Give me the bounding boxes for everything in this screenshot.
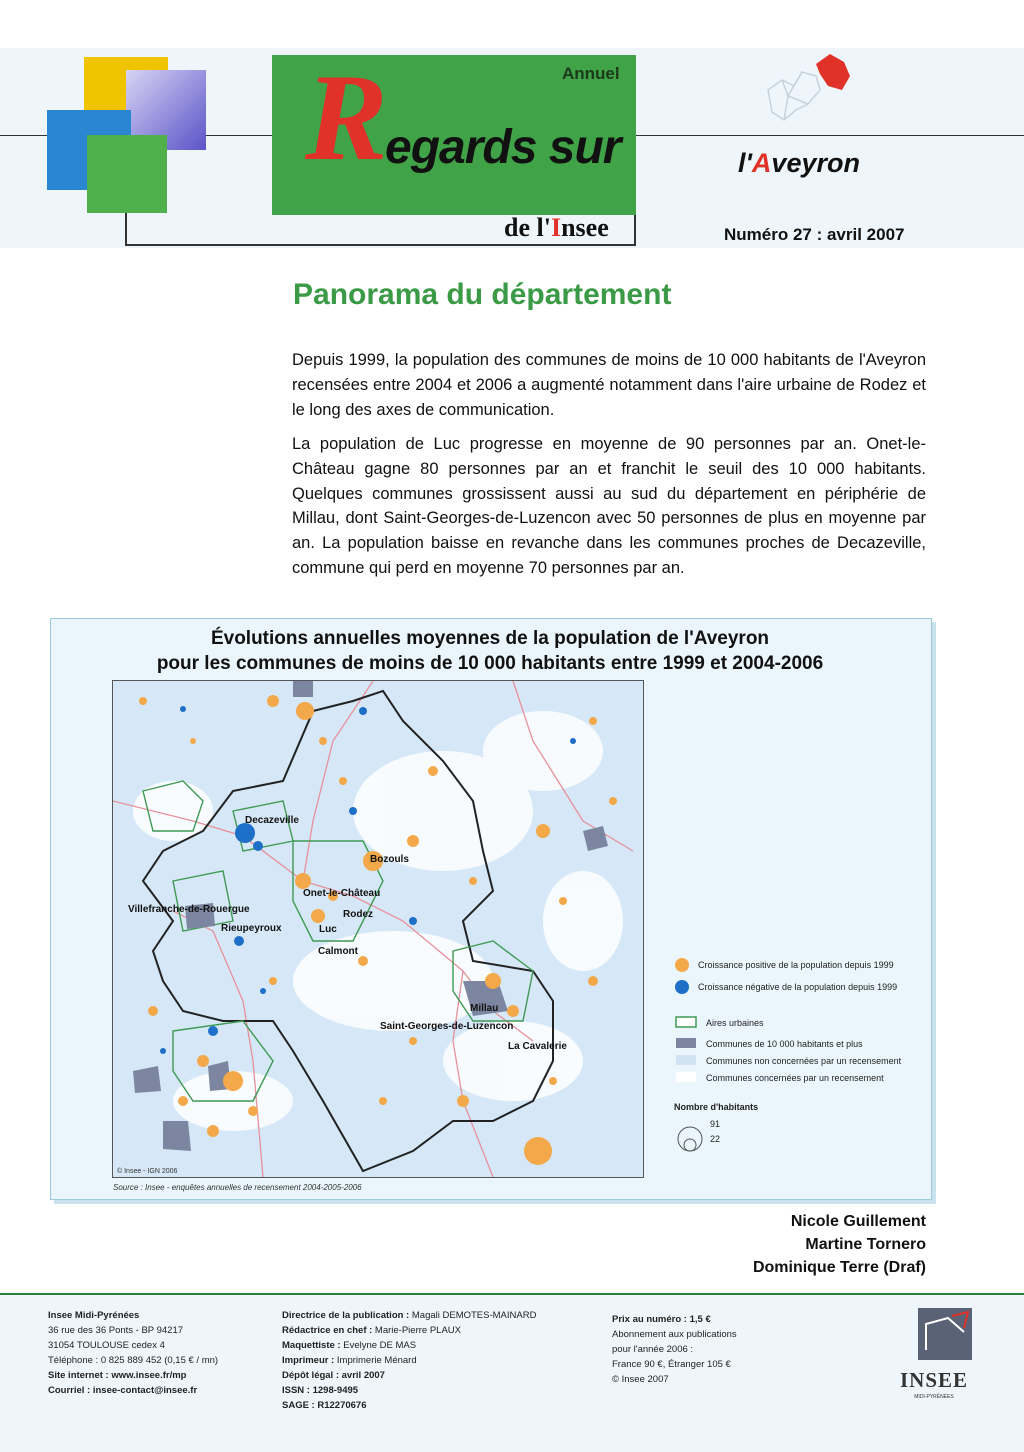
footer-label: Prix au numéro : 1,5 € [612, 1314, 711, 1325]
footer-line [612, 1312, 812, 1327]
department-prefix: l' [738, 148, 752, 178]
logo-square-green [87, 135, 167, 213]
footer-line [612, 1357, 812, 1372]
author: Martine Tornero [805, 1236, 926, 1253]
place-label: Luc [319, 924, 337, 935]
author: Nicole Guillement [790, 1213, 926, 1230]
place-label: Onet-le-Château [303, 888, 381, 899]
legend-big-commune: Communes de 10 000 habitants et plus [706, 1039, 863, 1049]
footer-value: Abonnement aux publications [612, 1329, 737, 1340]
footer-line [48, 1308, 268, 1323]
legend-positive-swatch [675, 958, 689, 972]
map-legend [672, 955, 932, 1155]
footer-label: Rédactrice en chef : [282, 1325, 375, 1336]
legend-urban: Aires urbaines [706, 1018, 764, 1028]
map-source: Source : Insee - enquêtes annuelles de recensement 2004-2005-2006 [113, 1183, 362, 1192]
legend-not-concerned-swatch [676, 1055, 696, 1065]
footer-line [612, 1342, 812, 1357]
insee-logo-icon [914, 1306, 976, 1362]
place-label: Bozouls [370, 854, 409, 865]
footer-line [282, 1338, 582, 1353]
place-label: La Cavalerie [508, 1041, 567, 1052]
footer-label: Insee Midi-Pyrénées [48, 1310, 140, 1321]
footer-value: 36 rue des 36 Ponts - BP 94217 [48, 1325, 184, 1336]
place-label: Villefranche-de-Rouergue [128, 904, 250, 915]
page-title: Panorama du département [293, 278, 672, 311]
footer-price [612, 1312, 812, 1387]
footer-line [282, 1398, 582, 1413]
footer-value: Magali DEMOTES-MAINARD [411, 1310, 537, 1321]
footer-line [612, 1327, 812, 1342]
department-rest: veyron [771, 148, 860, 178]
footer-label: Directrice de la publication : [282, 1310, 412, 1321]
region-map-icon [758, 50, 858, 132]
department-name [738, 148, 860, 179]
footer-line [282, 1353, 582, 1368]
legend-size-circle-small [684, 1139, 696, 1151]
footer-line [48, 1368, 268, 1383]
footer-value: © Insee 2007 [612, 1374, 669, 1385]
place-label: Saint-Georges-de-Luzencon [380, 1021, 514, 1032]
title-text: egards sur [385, 121, 621, 174]
footer-label: Maquettiste : [282, 1340, 344, 1351]
footer-value: Téléphone : 0 825 889 452 (0,15 € / mn) [48, 1355, 219, 1366]
insee-logo-text: INSEE [899, 1368, 969, 1392]
header-rule-right [636, 135, 1024, 136]
footer-line [282, 1308, 582, 1323]
legend-size-title: Nombre d'habitants [674, 1102, 759, 1112]
footer-value: pour l'année 2006 : [612, 1344, 694, 1355]
footer-line [282, 1323, 582, 1338]
legend-not-concerned: Communes non concernées par un recensement [706, 1056, 902, 1066]
place-label: Rieupeyroux [221, 923, 282, 934]
insee-logo-subtext: MIDI-PYRÉNÉES [914, 1394, 954, 1400]
footer-line [282, 1383, 582, 1398]
paragraph-1: Depuis 1999, la population des communes de moins de 10 000 habitants de l'Aveyron recensées entre 2004 et 2006 a augmenté notamment dans l'aire urbaine de Rodez et le long des axes de communication. [292, 351, 926, 419]
annuel-label: Annuel [562, 64, 620, 83]
publisher-accent: I [550, 213, 562, 242]
publisher-rest: nsee [561, 213, 609, 242]
legend-size-91: 91 [710, 1119, 721, 1129]
legend-negative-swatch [675, 980, 689, 994]
legend-concerned-swatch [676, 1072, 696, 1082]
title-initial: R [305, 49, 388, 186]
footer-label: Imprimeur : [282, 1355, 337, 1366]
map-title-line-2: pour les communes de moins de 10 000 habitants entre 1999 et 2004-2006 [156, 653, 824, 674]
publisher-prefix: de l' [504, 213, 551, 242]
footer-line [48, 1383, 268, 1398]
publisher-label [504, 213, 609, 243]
footer-value: France 90 €, Étranger 105 € [612, 1359, 731, 1370]
map-canvas [113, 681, 643, 1177]
department-accent: A [751, 148, 772, 178]
place-label: Calmont [318, 946, 358, 957]
legend-concerned: Communes concernées par un recensement [706, 1073, 884, 1083]
footer-value: Marie-Pierre PLAUX [374, 1325, 461, 1336]
legend-urban-swatch [676, 1017, 696, 1027]
place-label: Decazeville [245, 815, 299, 826]
footer-publication [282, 1308, 582, 1413]
place-label: Millau [470, 1003, 499, 1014]
footer-value: 31054 TOULOUSE cedex 4 [48, 1340, 165, 1351]
footer-label: Dépôt légal : avril 2007 [282, 1370, 385, 1381]
author: Dominique Terre (Draf) [752, 1259, 926, 1276]
footer-line [48, 1323, 268, 1338]
footer-label: Courriel : insee-contact@insee.fr [48, 1385, 198, 1396]
footer-line [48, 1338, 268, 1353]
legend-big-commune-swatch [676, 1038, 696, 1048]
footer-label: ISSN : 1298-9495 [282, 1385, 359, 1396]
legend-size-22: 22 [710, 1134, 721, 1144]
footer-label: Site internet : www.insee.fr/mp [48, 1370, 187, 1381]
map-copyright: © Insee - IGN 2006 [117, 1168, 178, 1175]
place-label: Rodez [343, 909, 373, 920]
footer-line [48, 1353, 268, 1368]
population-map [112, 680, 644, 1178]
footer-line [612, 1372, 812, 1387]
legend-negative: Croissance négative de la population depuis 1999 [698, 982, 898, 992]
footer-value: Imprimerie Ménard [336, 1355, 417, 1366]
footer-value: Evelyne DE MAS [343, 1340, 417, 1351]
map-title-line-1: Évolutions annuelles moyennes de la population de l'Aveyron [210, 628, 770, 649]
issue-number: Numéro 27 : avril 2007 [724, 225, 905, 244]
footer-line [282, 1368, 582, 1383]
footer-contact [48, 1308, 268, 1398]
legend-positive: Croissance positive de la population depuis 1999 [698, 960, 894, 970]
footer-label: SAGE : R12270676 [282, 1400, 367, 1411]
paragraph-2: La population de Luc progresse en moyenne de 90 personnes par an. Onet-le-Château gagne 80 personnes par an et franchit le seuil des 10 000 habitants. Quelques communes grossissent aussi au sud du département en périphérie de Millau, dont Saint-Georges-de-Luzencon avec 50 personnes de plus en moyenne par an. La population baisse en revanche dans les communes proches de Decazeville, commune qui perd en moyenne 70 personnes par an. [292, 435, 926, 577]
